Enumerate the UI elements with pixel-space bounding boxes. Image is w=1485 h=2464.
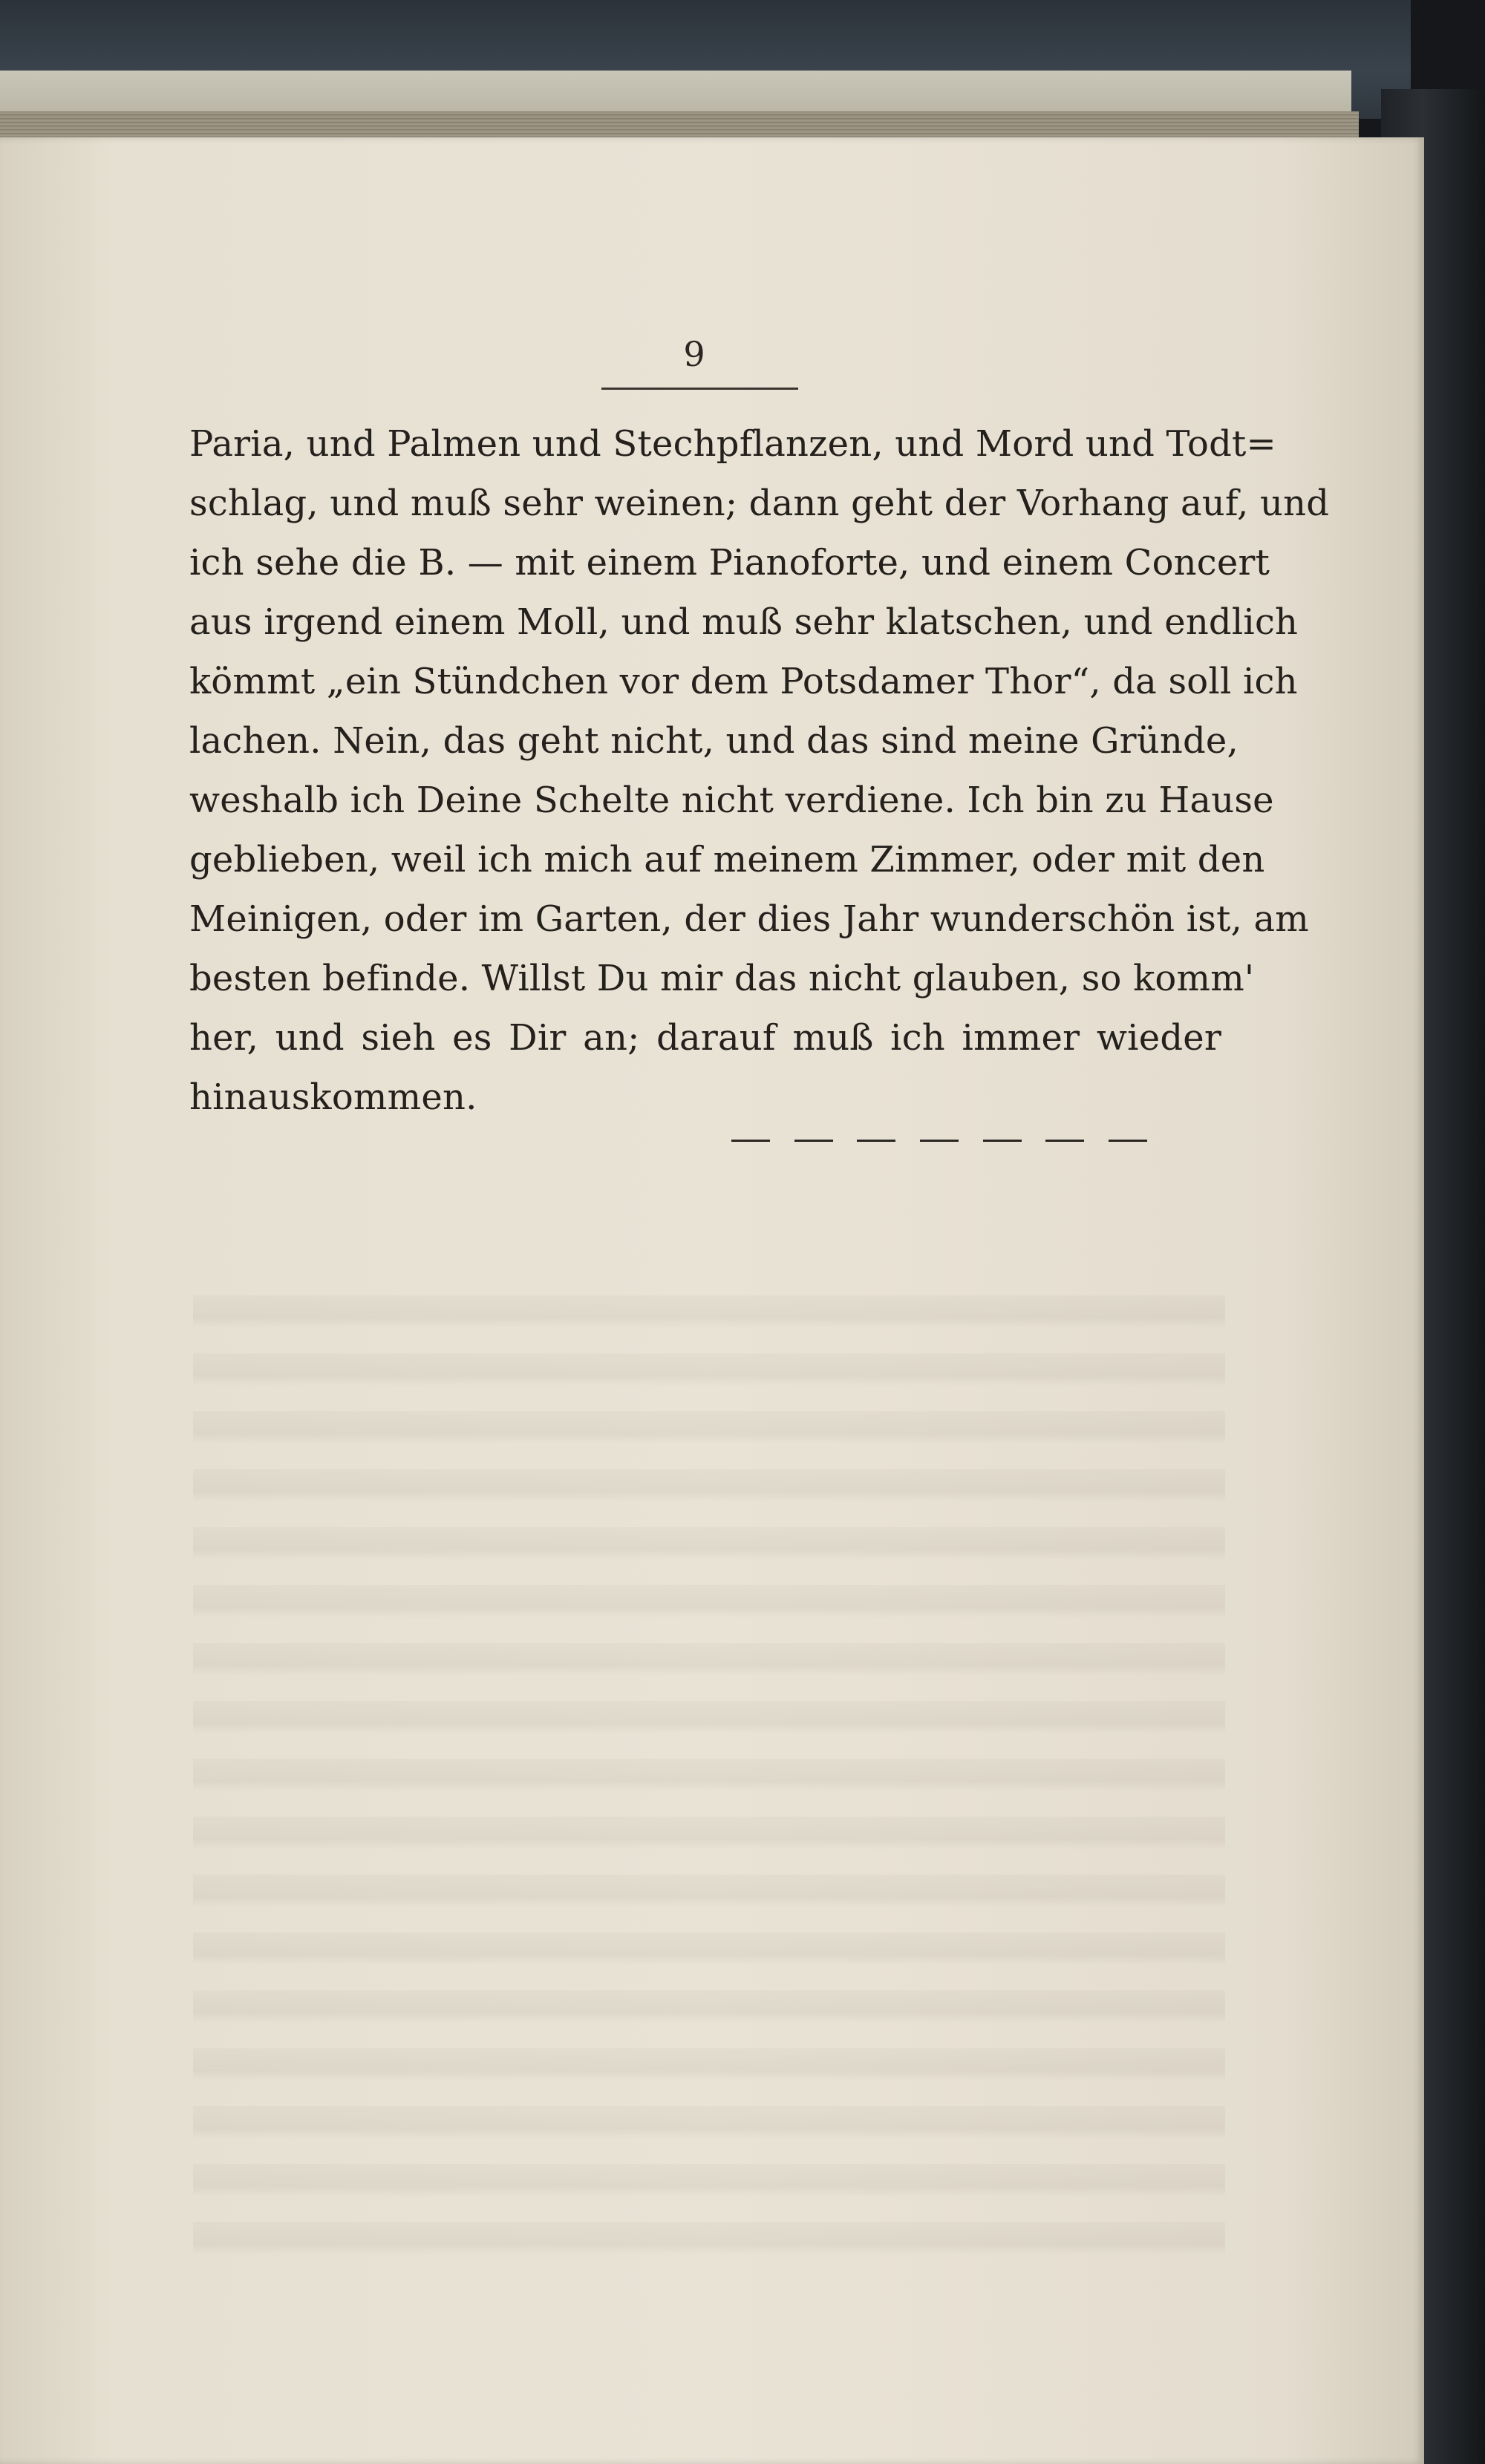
text-line: besten befinde. Willst Du mir das nicht glauben, so komm' [189, 958, 1255, 999]
closing-dash [1109, 1140, 1147, 1142]
text-line-last: hinauskommen. [189, 1076, 477, 1118]
closing-dash-row [731, 1140, 1147, 1142]
text-line: Paria, und Palmen und Stechpflanzen, und Mord und Todt= [189, 423, 1276, 465]
closing-dash [731, 1140, 770, 1142]
text-line: geblieben, weil ich mich auf meinem Zimmer, oder mit den [189, 839, 1265, 880]
text-line: Meinigen, oder im Garten, der dies Jahr wunderschön ist, am [189, 898, 1310, 940]
text-line: ich sehe die B. — mit einem Pianoforte, und einem Concert [189, 542, 1270, 584]
header-rule [601, 388, 798, 390]
closing-dash [983, 1140, 1022, 1142]
text-line: kömmt „ein Stündchen vor dem Potsdamer Thor“, da soll ich [189, 661, 1298, 702]
book-cover-edge [0, 71, 1351, 115]
closing-dash [920, 1140, 959, 1142]
show-through-text [193, 1295, 1225, 2261]
page-number: 9 [683, 334, 705, 374]
closing-dash [1045, 1140, 1084, 1142]
text-line: schlag, und muß sehr weinen; dann geht der Vorhang auf, und [189, 483, 1330, 524]
closing-dash [794, 1140, 833, 1142]
text-line: aus irgend einem Moll, und muß sehr klatschen, und endlich [189, 601, 1299, 643]
text-line: lachen. Nein, das geht nicht, und das sind meine Gründe, [189, 720, 1238, 762]
page-stack-edge [0, 111, 1359, 141]
text-line: her, und sieh es Dir an; darauf muß ich immer wieder [189, 1017, 1221, 1059]
text-line: weshalb ich Deine Schelte nicht verdiene. Ich bin zu Hause [189, 780, 1274, 821]
closing-dash [857, 1140, 895, 1142]
